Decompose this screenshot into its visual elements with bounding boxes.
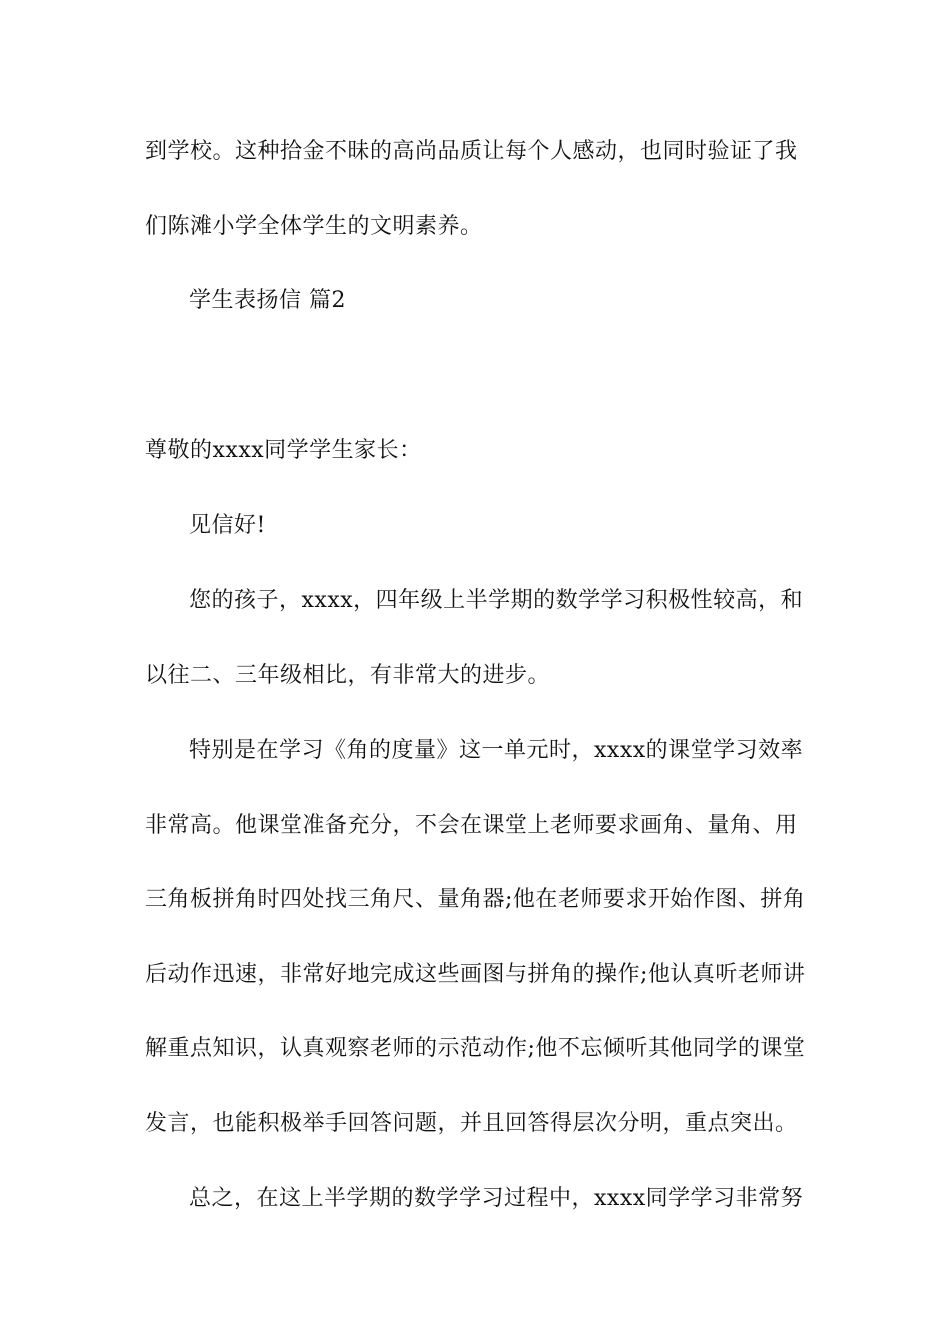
text-line: 特别是在学习《角的度量》这一单元时，xxxx的课堂学习效率 <box>189 738 804 763</box>
text-line: 到学校。这种拾金不昧的高尚品质让每个人感动，也同时验证了我 <box>145 139 798 164</box>
letter-greeting: 见信好! <box>189 513 266 538</box>
text-line: 发言，也能积极举手回答问题，并且回答得层次分明，重点突出。 <box>145 1111 798 1136</box>
text-line: 非常高。他课堂准备充分，不会在课堂上老师要求画角、量角、用 <box>145 813 798 838</box>
text-line: 们陈滩小学全体学生的文明素养。 <box>145 214 483 239</box>
text-line: 三角板拼角时四处找三角尺、量角器;他在老师要求开始作图、拼角 <box>145 887 806 912</box>
text-line: 以往二、三年级相比，有非常大的进步。 <box>145 663 551 688</box>
letter-salutation: 尊敬的xxxx同学学生家长： <box>145 438 422 463</box>
text-line: 后动作迅速，非常好地完成这些画图与拼角的操作;他认真听老师讲 <box>145 962 806 987</box>
section-heading: 学生表扬信 篇2 <box>189 288 346 313</box>
text-line: 解重点知识，认真观察老师的示范动作;他不忘倾听其他同学的课堂 <box>145 1036 806 1061</box>
text-line: 您的孩子，xxxx，四年级上半学期的数学学习积极性较高，和 <box>189 588 804 613</box>
text-line: 总之，在这上半学期的数学学习过程中，xxxx同学学习非常努 <box>189 1186 804 1211</box>
